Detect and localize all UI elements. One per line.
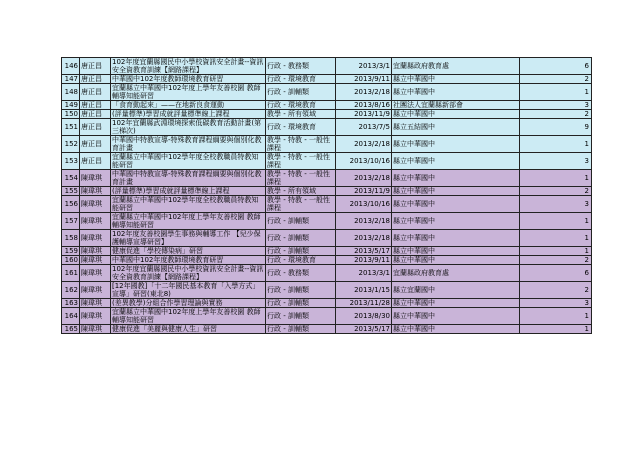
training-records-table <box>61 57 636 334</box>
blank-margin-cell <box>592 110 636 119</box>
date-cell: 2013/11/9 <box>336 187 392 196</box>
person-name-cell: 陳瑋琪 <box>80 299 111 308</box>
category-cell: 行政 - 訓輔類 <box>266 299 336 308</box>
hours-cell: 1 <box>520 308 592 325</box>
person-name-cell: 陳瑋琪 <box>80 256 111 265</box>
course-title-cell: 健康促進「美麗與健康人生」研習 <box>111 325 266 334</box>
date-cell: 2013/2/18 <box>336 230 392 247</box>
row-number-cell: 154 <box>62 170 80 187</box>
hours-cell: 3 <box>520 153 592 170</box>
table-row <box>62 265 636 282</box>
blank-margin-cell <box>592 170 636 187</box>
category-cell: 教學 - 所有領域 <box>266 187 336 196</box>
hours-cell: 3 <box>520 196 592 213</box>
hours-cell: 1 <box>520 230 592 247</box>
organizer-cell: 宜蘭縣政府教育處 <box>392 58 520 75</box>
blank-margin-cell <box>592 58 636 75</box>
date-cell: 2013/2/18 <box>336 213 392 230</box>
course-title-cell: 102年度宜蘭縣國民中小學校資訊安全計畫--資訊安全資教育訓練【網路課程】 <box>111 265 266 282</box>
date-cell: 2013/1/15 <box>336 282 392 299</box>
hours-cell: 6 <box>520 265 592 282</box>
blank-margin-cell <box>592 282 636 299</box>
category-cell: 行政 - 環境教育 <box>266 75 336 84</box>
person-name-cell: 陳瑋琪 <box>80 282 111 299</box>
organizer-cell: 縣立中華國中 <box>392 84 520 101</box>
table-row <box>62 58 636 75</box>
date-cell: 2013/7/5 <box>336 119 392 136</box>
blank-margin-cell <box>592 230 636 247</box>
table-row <box>62 75 636 84</box>
row-number-cell: 158 <box>62 230 80 247</box>
course-title-cell: 宜蘭縣立中華國中102年度上學年友善校園 教師輔導知能研習 <box>111 213 266 230</box>
organizer-cell: 縣立中華國中 <box>392 110 520 119</box>
course-title-cell: 宜蘭縣立中華國中102年度上學年友善校園 教師輔導知能研習 <box>111 308 266 325</box>
row-number-cell: 159 <box>62 247 80 256</box>
course-title-cell: [12年國教]「十二年國民基本教育「入學方式」宣導」研習(東北8) <box>111 282 266 299</box>
organizer-cell: 縣立中華國中 <box>392 308 520 325</box>
date-cell: 2013/5/17 <box>336 325 392 334</box>
table-body <box>62 58 636 334</box>
blank-margin-cell <box>592 256 636 265</box>
date-cell: 2013/8/30 <box>336 308 392 325</box>
hours-cell: 1 <box>520 170 592 187</box>
course-title-cell: (評量標準)學習成就評量標準線上課程 <box>111 187 266 196</box>
hours-cell: 1 <box>520 325 592 334</box>
organizer-cell: 縣立中華國中 <box>392 256 520 265</box>
row-number-cell: 147 <box>62 75 80 84</box>
row-number-cell: 146 <box>62 58 80 75</box>
blank-margin-cell <box>592 84 636 101</box>
person-name-cell: 陳瑋琪 <box>80 170 111 187</box>
table-row <box>62 230 636 247</box>
blank-margin-cell <box>592 119 636 136</box>
row-number-cell: 165 <box>62 325 80 334</box>
blank-margin-cell <box>592 101 636 110</box>
row-number-cell: 164 <box>62 308 80 325</box>
category-cell: 行政 - 訓輔類 <box>266 247 336 256</box>
course-title-cell: (差異教學)分組合作學習理論與實務 <box>111 299 266 308</box>
organizer-cell: 社團法人宜蘭縣新部會 <box>392 101 520 110</box>
organizer-cell: 縣立中華國中 <box>392 299 520 308</box>
table-row <box>62 308 636 325</box>
category-cell: 行政 - 環境教育 <box>266 256 336 265</box>
organizer-cell: 縣立中華國中 <box>392 247 520 256</box>
organizer-cell: 縣立中華國中 <box>392 213 520 230</box>
person-name-cell: 唐正昌 <box>80 58 111 75</box>
table-row <box>62 282 636 299</box>
blank-margin-cell <box>592 265 636 282</box>
course-title-cell: (評量標準)學習成就評量標準線上課程 <box>111 110 266 119</box>
blank-margin-cell <box>592 187 636 196</box>
date-cell: 2013/2/18 <box>336 84 392 101</box>
category-cell: 行政 - 環境教育 <box>266 101 336 110</box>
course-title-cell: 中華國中特教宣導-特殊教育課程綱要與個別化教育計畫 <box>111 170 266 187</box>
row-number-cell: 150 <box>62 110 80 119</box>
person-name-cell: 唐正昌 <box>80 119 111 136</box>
table-row <box>62 213 636 230</box>
date-cell: 2013/3/1 <box>336 265 392 282</box>
table-row <box>62 187 636 196</box>
row-number-cell: 156 <box>62 196 80 213</box>
hours-cell: 1 <box>520 84 592 101</box>
table-row <box>62 170 636 187</box>
blank-margin-cell <box>592 75 636 84</box>
person-name-cell: 陳瑋琪 <box>80 213 111 230</box>
row-number-cell: 155 <box>62 187 80 196</box>
person-name-cell: 陳瑋琪 <box>80 187 111 196</box>
hours-cell: 1 <box>520 136 592 153</box>
course-title-cell: 健康促進「學校傳染病」研習 <box>111 247 266 256</box>
table-row <box>62 153 636 170</box>
course-title-cell: 「食育動起來」——在地新良食運動 <box>111 101 266 110</box>
organizer-cell: 縣立中華國中 <box>392 325 520 334</box>
row-number-cell: 153 <box>62 153 80 170</box>
person-name-cell: 陳瑋琪 <box>80 308 111 325</box>
row-number-cell: 161 <box>62 265 80 282</box>
hours-cell: 2 <box>520 110 592 119</box>
row-number-cell: 151 <box>62 119 80 136</box>
table-row <box>62 196 636 213</box>
hours-cell: 2 <box>520 187 592 196</box>
category-cell: 教學 - 特教 - 一般性課程 <box>266 170 336 187</box>
blank-margin-cell <box>592 247 636 256</box>
table-row <box>62 299 636 308</box>
category-cell: 行政 - 教務類 <box>266 265 336 282</box>
row-number-cell: 152 <box>62 136 80 153</box>
blank-margin-cell <box>592 299 636 308</box>
category-cell: 行政 - 訓輔類 <box>266 213 336 230</box>
person-name-cell: 陳瑋琪 <box>80 325 111 334</box>
date-cell: 2013/2/18 <box>336 136 392 153</box>
hours-cell: 1 <box>520 247 592 256</box>
person-name-cell: 唐正昌 <box>80 75 111 84</box>
category-cell: 行政 - 訓輔類 <box>266 230 336 247</box>
hours-cell: 6 <box>520 58 592 75</box>
person-name-cell: 唐正昌 <box>80 153 111 170</box>
row-number-cell: 160 <box>62 256 80 265</box>
category-cell: 行政 - 訓輔類 <box>266 84 336 101</box>
category-cell: 行政 - 訓輔類 <box>266 325 336 334</box>
row-number-cell: 149 <box>62 101 80 110</box>
organizer-cell: 縣立中華國中 <box>392 75 520 84</box>
person-name-cell: 陳瑋琪 <box>80 247 111 256</box>
organizer-cell: 縣立中華國中 <box>392 136 520 153</box>
category-cell: 行政 - 環境教育 <box>266 119 336 136</box>
date-cell: 2013/3/1 <box>336 58 392 75</box>
date-cell: 2013/2/18 <box>336 170 392 187</box>
person-name-cell: 唐正昌 <box>80 110 111 119</box>
category-cell: 教學 - 特教 - 一般性課程 <box>266 153 336 170</box>
table-row <box>62 136 636 153</box>
table-row <box>62 119 636 136</box>
date-cell: 2013/10/16 <box>336 153 392 170</box>
category-cell: 行政 - 教務類 <box>266 58 336 75</box>
person-name-cell: 陳瑋琪 <box>80 196 111 213</box>
table-row <box>62 325 636 334</box>
course-title-cell: 中華國中102年度教師環境教育研習 <box>111 256 266 265</box>
course-title-cell: 102年宜蘭縣武淵環境探索低碳教育活動計畫(第三梯次) <box>111 119 266 136</box>
organizer-cell: 縣立中華國中 <box>392 196 520 213</box>
date-cell: 2013/5/17 <box>336 247 392 256</box>
table-row <box>62 256 636 265</box>
blank-margin-cell <box>592 325 636 334</box>
organizer-cell: 宜蘭縣政府教育處 <box>392 265 520 282</box>
hours-cell: 3 <box>520 299 592 308</box>
course-title-cell: 102年度友善校園學生事務與輔導工作 【兒少保護輔導宣導研習】 <box>111 230 266 247</box>
table-row <box>62 110 636 119</box>
date-cell: 2013/9/11 <box>336 256 392 265</box>
hours-cell: 2 <box>520 75 592 84</box>
hours-cell: 2 <box>520 256 592 265</box>
course-title-cell: 102年度宜蘭縣國民中小學校資訊安全計畫--資訊安全資教育訓練【網路課程】 <box>111 58 266 75</box>
date-cell: 2013/8/16 <box>336 101 392 110</box>
date-cell: 2013/11/9 <box>336 110 392 119</box>
hours-cell: 3 <box>520 101 592 110</box>
organizer-cell: 縣立五結國中 <box>392 119 520 136</box>
category-cell: 教學 - 所有領域 <box>266 110 336 119</box>
category-cell: 行政 - 訓輔類 <box>266 308 336 325</box>
category-cell: 教學 - 特教 - 一般性課程 <box>266 136 336 153</box>
organizer-cell: 縣立中華國中 <box>392 230 520 247</box>
organizer-cell: 縣立宜蘭國中 <box>392 282 520 299</box>
blank-margin-cell <box>592 196 636 213</box>
category-cell: 教學 - 特教 - 一般性課程 <box>266 196 336 213</box>
row-number-cell: 162 <box>62 282 80 299</box>
table-row <box>62 247 636 256</box>
course-title-cell: 宜蘭縣立中華國中102年度上學年友善校園 教師輔導知能研習 <box>111 84 266 101</box>
organizer-cell: 縣立中華國中 <box>392 153 520 170</box>
person-name-cell: 唐正昌 <box>80 101 111 110</box>
row-number-cell: 157 <box>62 213 80 230</box>
blank-margin-cell <box>592 136 636 153</box>
hours-cell: 1 <box>520 213 592 230</box>
organizer-cell: 縣立中華國中 <box>392 170 520 187</box>
table-row <box>62 101 636 110</box>
table-row <box>62 84 636 101</box>
blank-margin-cell <box>592 213 636 230</box>
course-title-cell: 中華國中特教宣導-特殊教育課程綱要與個別化教育計畫 <box>111 136 266 153</box>
person-name-cell: 陳瑋琪 <box>80 230 111 247</box>
person-name-cell: 唐正昌 <box>80 84 111 101</box>
category-cell: 行政 - 訓輔類 <box>266 282 336 299</box>
course-title-cell: 中華國中102年度教師環境教育研習 <box>111 75 266 84</box>
date-cell: 2013/10/16 <box>336 196 392 213</box>
row-number-cell: 148 <box>62 84 80 101</box>
organizer-cell: 縣立中華國中 <box>392 187 520 196</box>
date-cell: 2013/9/11 <box>336 75 392 84</box>
hours-cell: 9 <box>520 119 592 136</box>
row-number-cell: 163 <box>62 299 80 308</box>
hours-cell: 2 <box>520 282 592 299</box>
person-name-cell: 唐正昌 <box>80 136 111 153</box>
blank-margin-cell <box>592 153 636 170</box>
date-cell: 2013/11/28 <box>336 299 392 308</box>
course-title-cell: 宜蘭縣立中華國中102學年度全校教職員特教知能研習 <box>111 153 266 170</box>
course-title-cell: 宜蘭縣立中華國中102學年度全校教職員特教知能研習 <box>111 196 266 213</box>
person-name-cell: 陳瑋琪 <box>80 265 111 282</box>
blank-margin-cell <box>592 308 636 325</box>
